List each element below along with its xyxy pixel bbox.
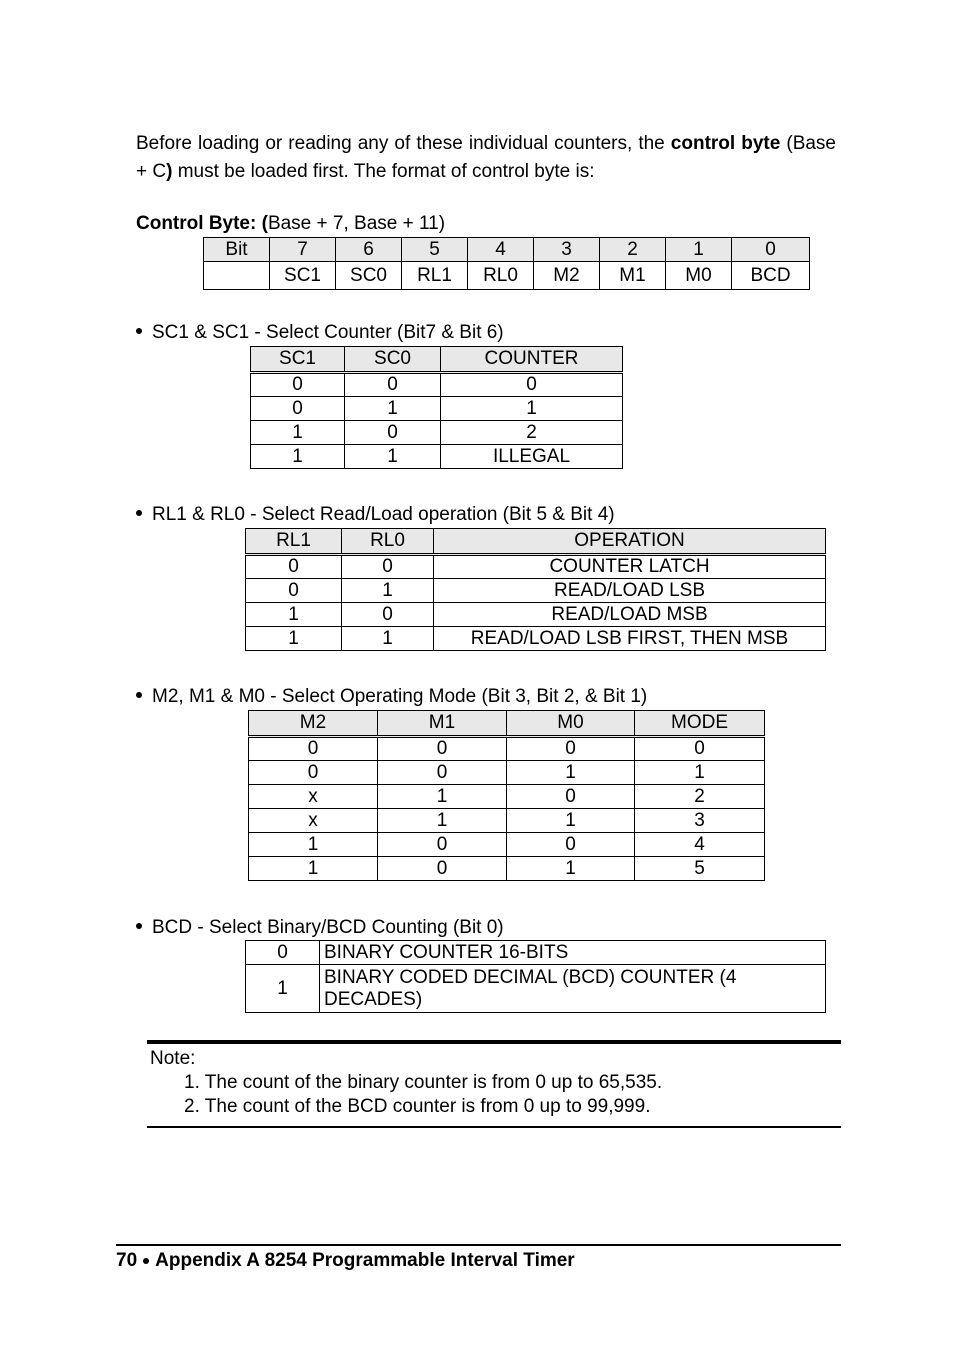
table-cell: 0 [246,579,342,603]
table-header-cell: RL0 [342,529,434,555]
table-cell: 0 [342,603,434,627]
table-cell: 0 [251,397,345,421]
table-row [249,785,765,809]
intro-paragraph: Before loading or reading any of these individual counters, the control byte (Base + C) must be loaded first. The format of control byte is: [136,133,836,182]
table-cell: 1 [246,965,320,1013]
table-cell: 0 [732,238,810,262]
bullet-icon [136,692,142,698]
table-cell: 5 [402,238,468,262]
table-cell: 1 [246,627,342,651]
table-cell: ILLEGAL [441,445,623,469]
table-cell: x [249,809,378,833]
table-cell: 1 [666,238,732,262]
page-number: 70 [116,1250,138,1271]
table-cell: 0 [507,785,635,809]
table-cell: 1 [249,857,378,881]
table-cell: BINARY COUNTER 16-BITS [320,941,826,965]
table-cell: 0 [249,737,378,761]
table-cell: 1 [251,445,345,469]
table-cell: 0 [378,833,507,857]
table-cell: 1 [441,397,623,421]
table-cell: 0 [246,941,320,965]
table-row [246,965,826,1013]
table-cell: BCD [732,262,810,290]
table-cell: 1 [246,603,342,627]
table-cell: 1 [342,627,434,651]
table-cell: 2 [635,785,765,809]
table-cell: 5 [635,857,765,881]
control-byte-heading: Control Byte: (Base + 7, Base + 11) [136,213,446,234]
table-cell: SC0 [336,262,402,290]
table-cell: BINARY CODED DECIMAL (BCD) COUNTER (4 DECADES) [320,965,826,1013]
table-cell: 0 [342,555,434,579]
mode-bullet: M2, M1 & M0 - Select Operating Mode (Bit 3, Bit 2, & Bit 1) [136,686,647,708]
control-byte-table [203,237,810,290]
bullet-icon [136,923,142,929]
table-cell: 0 [635,737,765,761]
table-cell: RL1 [402,262,468,290]
table-row [251,373,623,397]
mode-table [248,710,765,881]
bullet-icon [136,328,142,334]
table-cell: 1 [378,785,507,809]
table-cell: 1 [342,579,434,603]
table-cell: 1 [249,833,378,857]
table-cell: 1 [635,761,765,785]
table-header-cell: OPERATION [434,529,826,555]
table-row [249,737,765,761]
table-cell: RL0 [468,262,534,290]
table-cell: 0 [378,761,507,785]
table-row [246,603,826,627]
rl-bullet: RL1 & RL0 - Select Read/Load operation (Bit 5 & Bit 4) [136,504,615,526]
table-cell [204,262,270,290]
footer-rule [116,1244,841,1246]
table-header-cell: M0 [507,711,635,737]
table-cell: READ/LOAD MSB [434,603,826,627]
bullet-icon [143,1258,149,1264]
bcd-table [245,940,826,1013]
table-cell: 1 [378,809,507,833]
table-header-cell: SC1 [251,347,345,373]
table-header-cell: M2 [249,711,378,737]
table-row [249,809,765,833]
table-cell: 1 [345,397,441,421]
table-row [251,445,623,469]
table-cell: 0 [345,421,441,445]
table-cell: 1 [507,857,635,881]
note-line: 1. The count of the binary counter is from 0 up to 65,535. [184,1072,663,1093]
table-cell: 0 [345,373,441,397]
table-cell: 0 [378,737,507,761]
table-row [249,833,765,857]
sc-table [250,346,623,469]
table-cell: 0 [246,555,342,579]
table-cell: 2 [441,421,623,445]
table-cell: M1 [600,262,666,290]
table-cell: 3 [635,809,765,833]
table-cell: 0 [378,857,507,881]
table-cell: 1 [345,445,441,469]
table-cell: 0 [507,737,635,761]
footer-title: Appendix A 8254 Programmable Interval Timer [155,1250,575,1271]
table-cell: Bit [204,238,270,262]
table-cell: 0 [249,761,378,785]
table-cell: 7 [270,238,336,262]
table-cell: M0 [666,262,732,290]
page-footer [116,1250,575,1272]
table-row [251,397,623,421]
table-row [246,579,826,603]
sc-bullet: SC1 & SC1 - Select Counter (Bit7 & Bit 6) [136,322,504,344]
table-header-cell: RL1 [246,529,342,555]
table-cell: 3 [534,238,600,262]
table-cell: x [249,785,378,809]
table-row [246,941,826,965]
note-line: 2. The count of the BCD counter is from 0 up to 99,999. [184,1096,651,1117]
bcd-bullet: BCD - Select Binary/BCD Counting (Bit 0) [136,917,504,939]
table-header-cell: MODE [635,711,765,737]
table-cell: 0 [441,373,623,397]
table-row [246,627,826,651]
table-cell: 2 [600,238,666,262]
table-cell: M2 [534,262,600,290]
table-cell: READ/LOAD LSB FIRST, THEN MSB [434,627,826,651]
bullet-icon [136,510,142,516]
note-title: Note: [150,1048,196,1069]
table-row [249,857,765,881]
table-cell: 4 [635,833,765,857]
table-cell: COUNTER LATCH [434,555,826,579]
table-row [249,761,765,785]
table-cell: 0 [507,833,635,857]
table-cell: 1 [507,761,635,785]
table-cell: READ/LOAD LSB [434,579,826,603]
table-cell: 1 [251,421,345,445]
table-cell: 0 [251,373,345,397]
table-header-cell: SC0 [345,347,441,373]
table-cell: 4 [468,238,534,262]
table-cell: SC1 [270,262,336,290]
table-header-cell: M1 [378,711,507,737]
table-row [251,421,623,445]
table-cell: 6 [336,238,402,262]
table-cell: 1 [507,809,635,833]
table-row [246,555,826,579]
rl-table [245,528,826,651]
table-header-cell: COUNTER [441,347,623,373]
